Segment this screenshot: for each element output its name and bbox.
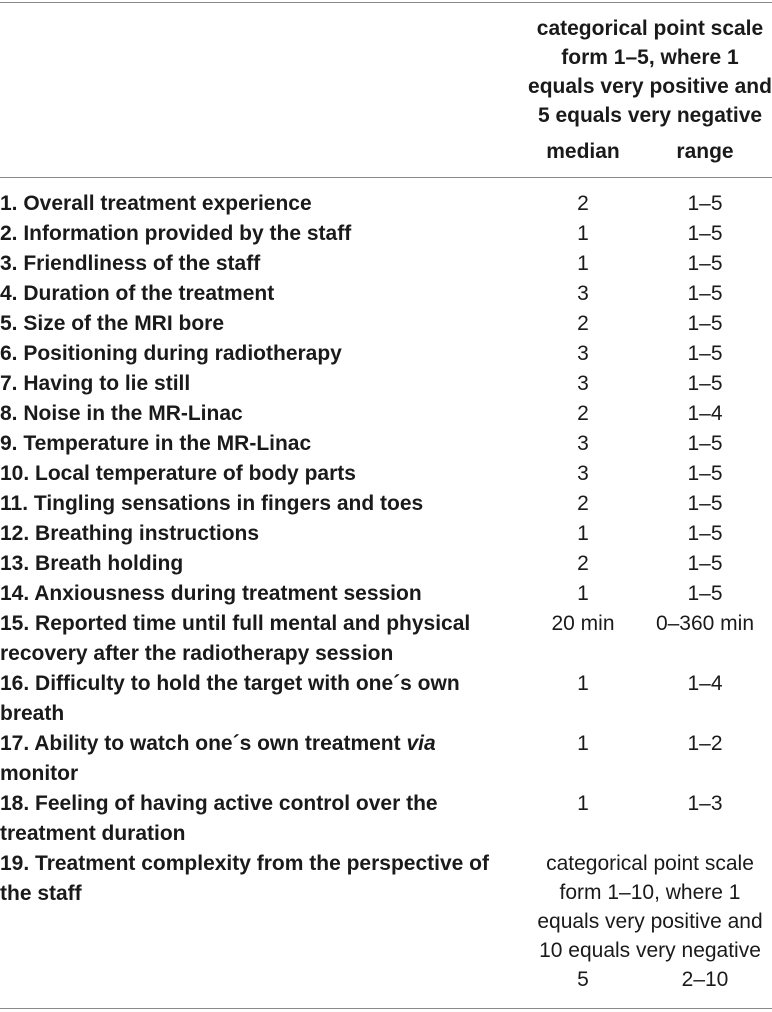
item-label: 6. Positioning during radiotherapy bbox=[0, 342, 342, 365]
item-label-part: 17. Ability to watch one´s own treatment bbox=[0, 732, 407, 755]
range-cell: 1–5 bbox=[687, 192, 723, 215]
table-top-rule bbox=[0, 2, 772, 3]
range-cell: 1–4 bbox=[687, 402, 723, 425]
table-row bbox=[0, 579, 772, 609]
range-cell: 1–5 bbox=[687, 372, 723, 395]
median-cell: 1 bbox=[577, 792, 589, 815]
table-row bbox=[0, 429, 772, 459]
table-row bbox=[0, 279, 772, 309]
staff-scale-line: 10 equals very negative bbox=[539, 939, 761, 962]
scale-header-line: 5 equals very negative bbox=[537, 104, 763, 127]
range-cell: 1–5 bbox=[687, 492, 723, 515]
range-cell: 1–5 bbox=[687, 252, 723, 275]
table-row bbox=[0, 249, 772, 279]
range-cell: 1–5 bbox=[687, 222, 723, 245]
staff-scale-line: form 1–10, where 1 bbox=[559, 881, 741, 904]
item-label: 19. Treatment complexity from the perspective of the staff bbox=[0, 852, 489, 905]
item-label-italic-part: via bbox=[406, 732, 436, 755]
median-cell: 20 min bbox=[551, 612, 615, 635]
median-cell: 3 bbox=[577, 282, 589, 305]
median-cell: 2 bbox=[577, 552, 589, 575]
median-cell: 2 bbox=[577, 312, 589, 335]
median-cell: 1 bbox=[577, 582, 589, 605]
median-cell: 3 bbox=[577, 372, 589, 395]
item-label: 1. Overall treatment experience bbox=[0, 192, 312, 215]
item-label: 5. Size of the MRI bore bbox=[0, 312, 225, 335]
median-cell: 3 bbox=[577, 432, 589, 455]
item-label: 10. Local temperature of body parts bbox=[0, 462, 356, 485]
median-cell: 1 bbox=[577, 732, 589, 755]
table-row bbox=[0, 219, 772, 249]
median-cell: 2 bbox=[577, 492, 589, 515]
item-label-part: monitor bbox=[0, 762, 79, 785]
scale-header-line: categorical point scale bbox=[536, 17, 764, 40]
table-row bbox=[0, 789, 772, 849]
table-bottom-rule bbox=[0, 1008, 772, 1009]
item-label: 9. Temperature in the MR-Linac bbox=[0, 432, 312, 455]
table-row bbox=[0, 459, 772, 489]
item-label: 14. Anxiousness during treatment session bbox=[0, 582, 422, 605]
range-cell: 1–5 bbox=[687, 282, 723, 305]
subcolumn-headers bbox=[528, 137, 772, 166]
table-row bbox=[0, 309, 772, 339]
item-label: 7. Having to lie still bbox=[0, 372, 191, 395]
range-cell: 1–5 bbox=[687, 312, 723, 335]
median-cell: 3 bbox=[577, 462, 589, 485]
range-cell: 1–5 bbox=[687, 522, 723, 545]
staff-scale-line: equals very positive and bbox=[537, 910, 763, 933]
range-cell: 1–5 bbox=[687, 432, 723, 455]
table-row bbox=[0, 189, 772, 219]
range-cell: 1–5 bbox=[687, 552, 723, 575]
median-cell: 3 bbox=[577, 342, 589, 365]
item-label: 8. Noise in the MR-Linac bbox=[0, 402, 243, 425]
range-cell: 0–360 min bbox=[655, 612, 755, 635]
table-row bbox=[0, 489, 772, 519]
scale-header bbox=[528, 14, 772, 130]
range-cell: 1–2 bbox=[687, 732, 723, 755]
median-cell: 5 bbox=[577, 968, 589, 991]
range-cell: 1–5 bbox=[687, 582, 723, 605]
median-cell: 1 bbox=[577, 222, 589, 245]
range-cell: 1–5 bbox=[687, 342, 723, 365]
range-cell: 1–4 bbox=[687, 672, 723, 695]
range-cell: 1–5 bbox=[687, 462, 723, 485]
item-label: 12. Breathing instructions bbox=[0, 522, 260, 545]
item-label: 18. Feeling of having active control over the treatment duration bbox=[0, 792, 438, 845]
median-cell: 2 bbox=[577, 402, 589, 425]
median-cell: 1 bbox=[577, 252, 589, 275]
item-label: 4. Duration of the treatment bbox=[0, 282, 275, 305]
table-row bbox=[0, 339, 772, 369]
item-label: 16. Difficulty to hold the target with one´s own breath bbox=[0, 672, 460, 725]
table-row bbox=[0, 369, 772, 399]
range-column-header: range bbox=[676, 140, 734, 163]
range-cell: 2–10 bbox=[681, 968, 729, 991]
scale-header-line: equals very positive and bbox=[528, 75, 772, 98]
table-row bbox=[0, 669, 772, 729]
item-label: 11. Tingling sensations in fingers and toes bbox=[0, 492, 424, 515]
item-label: 3. Friendliness of the staff bbox=[0, 252, 261, 275]
item-label: 15. Reported time until full mental and physical recovery after the radiotherapy session bbox=[0, 612, 471, 665]
table-row bbox=[0, 399, 772, 429]
median-cell: 2 bbox=[577, 192, 589, 215]
table-row bbox=[0, 609, 772, 669]
item-label bbox=[0, 729, 510, 789]
header-separator-rule bbox=[0, 177, 772, 178]
table-row bbox=[0, 549, 772, 579]
median-cell: 1 bbox=[577, 522, 589, 545]
table-row bbox=[0, 729, 772, 789]
staff-values bbox=[528, 965, 772, 994]
table-row bbox=[0, 519, 772, 549]
median-cell: 1 bbox=[577, 672, 589, 695]
scale-header-line: form 1–5, where 1 bbox=[561, 46, 739, 69]
median-column-header: median bbox=[546, 140, 620, 163]
item-label: 2. Information provided by the staff bbox=[0, 222, 352, 245]
staff-scale-block bbox=[528, 849, 772, 994]
item-label: 13. Breath holding bbox=[0, 552, 184, 575]
range-cell: 1–3 bbox=[687, 792, 723, 815]
staff-scale-line: categorical point scale bbox=[546, 852, 754, 875]
